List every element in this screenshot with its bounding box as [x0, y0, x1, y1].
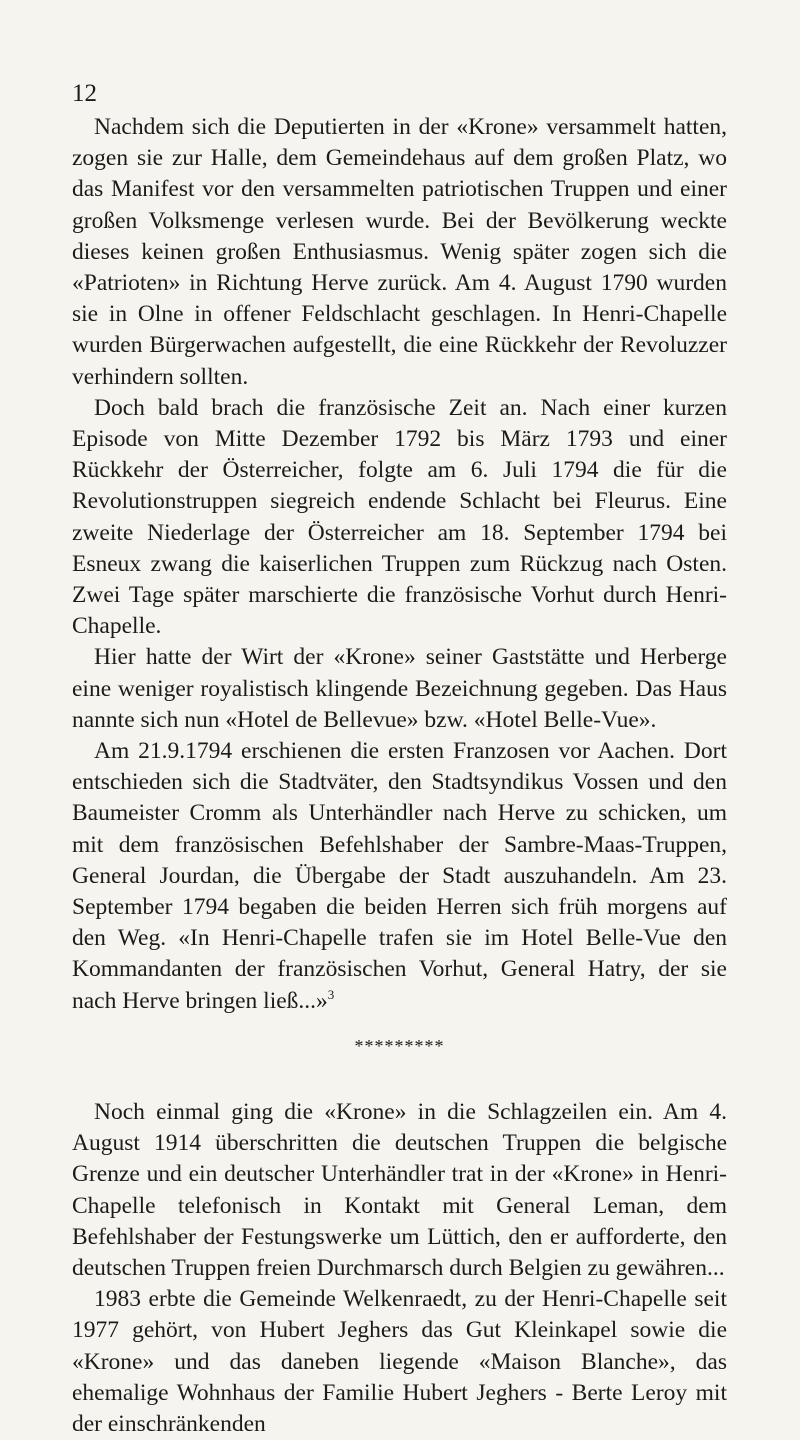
- paragraph: Doch bald brach die französische Zeit an. Nach einer kurzen Episode von Mitte Dezember 1792 bis März 1793 und einer Rückkehr der Österreicher, folgte am 6. Juli 1794 die für die Revolutionstruppen siegreich endende Schlacht bei Fleurus. Eine zweite Niederlage der Österreicher am 18. September 1794 bei Esneux zwang die kaiserlichen Truppen zum Rückzug nach Osten. Zwei Tage später marschierte die französische Vorhut durch Henri-Chapelle.: [72, 394, 727, 640]
- paragraph-text: Am 21.9.1794 erschienen die ersten Franzosen vor Aachen. Dort entschieden sich die Stadtväter, den Stadtsyndikus Vossen und den Baumeister Cromm als Unterhändler nach Herve zu schicken, um mit dem französischen Befehlshaber der Sambre-Maas-Truppen, General Jourdan, die Übergabe der Stadt auszuhandeln. Am 23. September 1794 begaben die beiden Herren sich früh morgens auf den Weg. «In Henri-Chapelle trafen sie im Hotel Belle-Vue den Kommandanten der französischen Vorhut, General Hatry, der sie nach Herve bringen ließ...»: [72, 738, 727, 1014]
- paragraph: 1983 erbte die Gemeinde Welkenraedt, zu der Henri-Chapelle seit 1977 gehört, von Hubert Jeghers das Gut Kleinkapel sowie die «Krone» und das daneben liegende «Maison Blanche», das ehemalige Wohnhaus der Familie Hubert Jeghers - Berte Leroy mit der einschränkenden: [72, 1286, 727, 1437]
- paragraph: Nachdem sich die Deputierten in der «Krone» versammelt hatten, zogen sie zur Halle, dem Gemeindehaus auf dem großen Platz, wo das Manifest vor den versammelten patriotischen Truppen und einer großen Volksmenge verlesen wurde. Bei der Bevölkerung weckte dieses keinen großen Enthusiasmus. Wenig später zogen sich die «Patrioten» in Richtung Herve zurück. Am 4. August 1790 wurden sie in Olne in offener Feldschlacht geschlagen. In Henri-Chapelle wurden Bürgerwachen aufgestellt, die eine Rückkehr der Revoluzzer verhindern sollten.: [72, 114, 727, 390]
- page-number: 12: [72, 80, 97, 107]
- paragraph: Hier hatte der Wirt der «Krone» seiner Gaststätte und Herberge eine weniger royalistisch klingende Bezeichnung gegeben. Das Haus nannte sich nun «Hotel de Bellevue» bzw. «Hotel Belle-Vue».: [72, 644, 727, 733]
- paragraph: Noch einmal ging die «Krone» in die Schlagzeilen ein. Am 4. August 1914 überschritten die deutschen Truppen die belgische Grenze und ein deutscher Unterhändler trat in der «Krone» in Henri-Chapelle telefonisch in Kontakt mit General Leman, dem Befehlshaber der Festungswerke um Lüttich, den er aufforderte, den deutschen Truppen freien Durchmarsch durch Belgien zu gewähren...: [72, 1098, 727, 1281]
- section-separator: *********: [354, 1035, 445, 1056]
- body-text: [72, 112, 727, 1440]
- paragraph-with-footnote: [72, 736, 727, 1017]
- footnote-marker: 3: [327, 986, 335, 1002]
